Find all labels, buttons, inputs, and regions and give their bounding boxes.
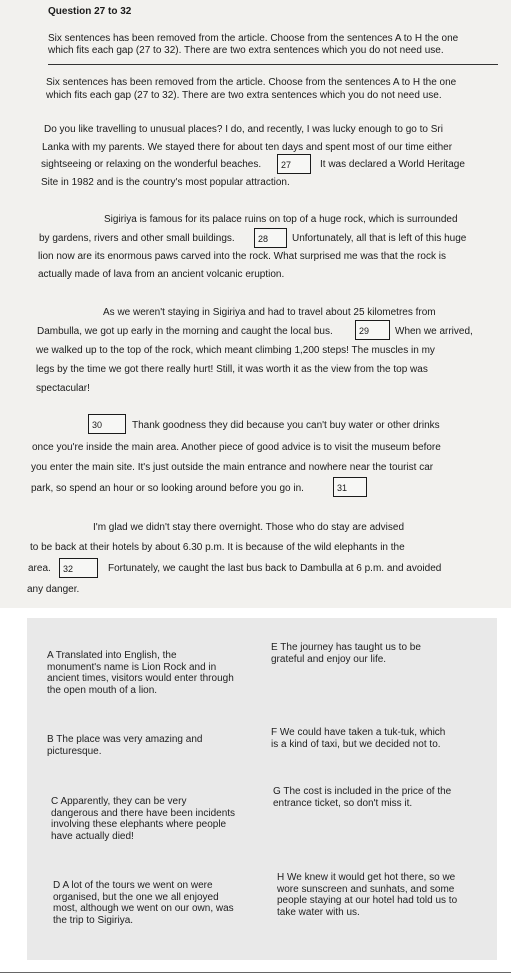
option-d-line-4: the trip to Sigiriya. <box>53 914 134 926</box>
bottom-divider <box>0 972 511 973</box>
p5-line-1: I'm glad we didn't stay there overnight. Those who do stay are advised <box>93 522 405 533</box>
p3-line-3: we walked up to the top of the rock, which meant climbing 1,200 steps! The muscles in my <box>36 345 435 356</box>
header-instructions-line-2: which fits each gap (27 to 32). There are two extra sentences which you do not need use. <box>48 45 444 56</box>
p1-line-2: Lanka with my parents. We stayed there for about ten days and spent most of our time either <box>42 142 453 153</box>
gap-29[interactable]: 29 <box>355 320 390 340</box>
p1-line-3a: sightseeing or relaxing on the wonderful beaches. <box>41 159 262 170</box>
p4-line-2: once you're inside the main area. Another piece of good advice is to visit the museum before <box>32 442 441 453</box>
option-c-line-4: have actually died! <box>51 830 134 842</box>
option-c[interactable] <box>51 796 235 842</box>
p5-line-4: any danger. <box>27 584 80 595</box>
options-card <box>27 618 497 960</box>
p3-line-2b: When we arrived, <box>395 326 473 337</box>
option-e[interactable] <box>271 642 421 665</box>
article-instructions-line-1: Six sentences has been removed from the article. Choose from the sentences A to H the one <box>46 77 457 88</box>
option-a[interactable] <box>47 650 234 696</box>
option-d-line-1: D A lot of the tours we went on were <box>53 880 213 891</box>
option-h-line-1: H We knew it would get hot there, so we <box>277 872 456 883</box>
option-c-line-3: involving these elephants where people <box>51 819 227 830</box>
option-h[interactable] <box>277 872 457 918</box>
option-b-line-2: picturesque. <box>47 745 102 757</box>
option-b-line-1: B The place was very amazing and <box>47 734 203 745</box>
p2-line-2a: by gardens, rivers and other small buildings. <box>39 233 235 244</box>
option-g[interactable] <box>273 786 451 809</box>
option-d[interactable] <box>53 880 234 926</box>
article-instructions-line-2: which fits each gap (27 to 32). There are two extra sentences which you do not need use. <box>46 90 442 101</box>
p1-line-4: Site in 1982 and is the country's most popular attraction. <box>41 177 290 188</box>
p2-line-4: actually made of lava from an ancient volcanic eruption. <box>38 269 285 280</box>
option-h-line-2: wore sunscreen and sunhats, and some <box>277 883 455 895</box>
p5-line-2: to be back at their hotels by about 6.30 p.m. It is because of the wild elephants in the <box>30 542 405 553</box>
option-g-line-1: G The cost is included in the price of the <box>273 786 452 797</box>
question-title: Question 27 to 32 <box>48 6 132 17</box>
option-c-line-1: C Apparently, they can be very <box>51 796 187 807</box>
p3-line-1: As we weren't staying in Sigiriya and had to travel about 25 kilometres from <box>103 307 436 318</box>
option-a-line-1: A Translated into English, the <box>47 650 177 661</box>
option-d-line-2: organised, but the one we all enjoyed <box>53 891 219 903</box>
p1-line-3b: It was declared a World Heritage <box>320 159 465 170</box>
gap-28[interactable]: 28 <box>254 228 287 248</box>
p5-line-3b: Fortunately, we caught the last bus back to Dambulla at 6 p.m. and avoided <box>108 563 442 574</box>
gap-31[interactable]: 31 <box>333 477 367 497</box>
option-a-line-3: ancient times, visitors would enter through <box>47 673 234 684</box>
p3-line-4: legs by the time we got there really hurt! Still, it was worth it as the view from the top was <box>36 364 428 375</box>
gap-27[interactable]: 27 <box>277 154 311 174</box>
p3-line-2a: Dambulla, we got up early in the morning and caught the local bus. <box>37 326 333 337</box>
divider <box>48 64 498 65</box>
option-h-line-3: people staying at our hotel had told us to <box>277 895 458 906</box>
option-e-line-2: grateful and enjoy our life. <box>271 653 387 665</box>
p2-line-1: Sigiriya is famous for its palace ruins on top of a huge rock, which is surrounded <box>104 214 458 225</box>
p5-line-3a: area. <box>28 563 51 574</box>
option-f[interactable] <box>271 727 445 750</box>
p4-line-1: Thank goodness they did because you can't buy water or other drinks <box>132 420 440 431</box>
p2-line-2b: Unfortunately, all that is left of this huge <box>292 233 467 244</box>
p3-line-5: spectacular! <box>36 383 90 394</box>
option-f-line-1: F We could have taken a tuk-tuk, which <box>271 727 446 738</box>
option-d-line-3: most, although we went on our own, was <box>53 903 234 914</box>
option-a-line-2: monument's name is Lion Rock and in <box>47 661 217 673</box>
p4-line-3: you enter the main site. It's just outside the main entrance and nowhere near the tourist car <box>31 462 434 473</box>
option-e-line-1: E The journey has taught us to be <box>271 642 421 653</box>
p2-line-3: lion now are its enormous paws carved into the rock. What surprised me was that the rock is <box>38 251 446 262</box>
option-a-line-4: the open mouth of a lion. <box>47 684 158 696</box>
gap-32[interactable]: 32 <box>59 558 98 578</box>
option-h-line-4: take water with us. <box>277 906 360 918</box>
p1-line-1: Do you like travelling to unusual places? I do, and recently, I was lucky enough to go to Sri <box>44 124 443 135</box>
option-c-line-2: dangerous and there have been incidents <box>51 807 236 819</box>
option-g-line-2: entrance ticket, so don't miss it. <box>273 797 413 809</box>
option-b[interactable] <box>47 734 202 757</box>
p4-line-4: park, so spend an hour or so looking around before you go in. <box>31 483 304 494</box>
header-instructions-line-1: Six sentences has been removed from the article. Choose from the sentences A to H the one <box>48 33 459 44</box>
option-f-line-2: is a kind of taxi, but we decided not to. <box>271 738 441 750</box>
gap-30[interactable]: 30 <box>88 414 126 434</box>
